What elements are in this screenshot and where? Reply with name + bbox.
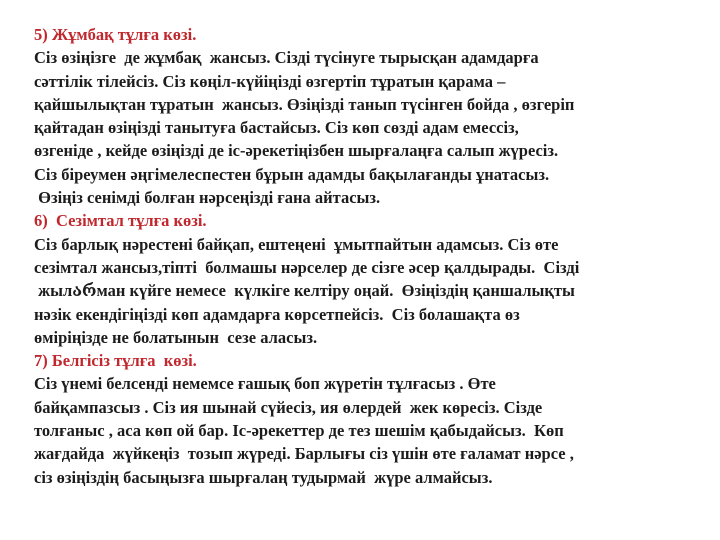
text-line: жағдайда жүйкеңіз тозып жүреді. Барлығы сіз үшін өте ғаламат нәрсе , [34,444,574,464]
text-line: сәттілік тілейсіз. Сіз көңіл-күйіңізді өзгертіп тұратын қарама – [34,71,506,91]
text-line: нәзік екендігіңізді көп адамдарға көрсетпейсіз. Сіз болашақта өз [34,304,520,324]
section-heading: 7) Белгісіз тұлға көзі. [34,351,197,371]
text-line: жылარман күйге немесе күлкіге келтіру оңай. Өзіңіздің қаншалықты [34,281,575,301]
section-6 [34,209,704,349]
text-line: Сіз біреумен әңгімелеспестен бұрын адамды бақылағанды ұнатасыз. [34,164,550,184]
document-page [34,23,704,489]
text-line: өзгеніде , кейде өзіңізді де іс-әрекетіңізбен шырғалаңға салып жүресіз. [34,141,559,161]
text-line: қайшылықтан тұратын жансыз. Өзіңізді танып түсінген бойда , өзгеріп [34,94,575,114]
text-line: сіз өзіңіздің басыңызға шырғалаң тудырмай жүре алмайсыз. [34,467,493,487]
text-line: толғаныс , аса көп ой бар. Іс-әрекеттер де тез шешім қабыдайсыз. Көп [34,421,564,441]
text-line: Сіз үнемі белсенді немемсе ғашық боп жүретін тұлғасыз . Өте [34,374,496,394]
section-5 [34,23,704,209]
section-heading: 5) Жұмбақ тұлға көзі. [34,25,197,44]
text-line: Сіз барлық нәрестені байқап, ештеңені ұмытпайтын адамсыз. Сіз өте [34,234,559,254]
text-line: өміріңізде не болатынын сезе аласыз. [34,327,318,347]
text-line: қайтадан өзіңізді танытуға бастайсыз. Сіз көп сөзді адам емессіз, [34,118,519,138]
text-line: Сіз өзіңізге де жұмбақ жансыз. Сізді түсінуге тырысқан адамдарға [34,48,539,68]
text-line: Өзіңіз сенімді болған нәрсеңізді ғана айтасыз. [34,188,381,208]
section-7 [34,349,704,489]
text-line: сезімтал жансыз,тіпті болмашы нәрселер де сізге әсер қалдырады. Сізді [34,257,580,277]
text-line: байқампазсыз . Сіз ия шынай сүйесіз, ия өлердей жек көресіз. Сізде [34,397,543,417]
section-heading: 6) Сезімтал тұлға көзі. [34,211,207,231]
